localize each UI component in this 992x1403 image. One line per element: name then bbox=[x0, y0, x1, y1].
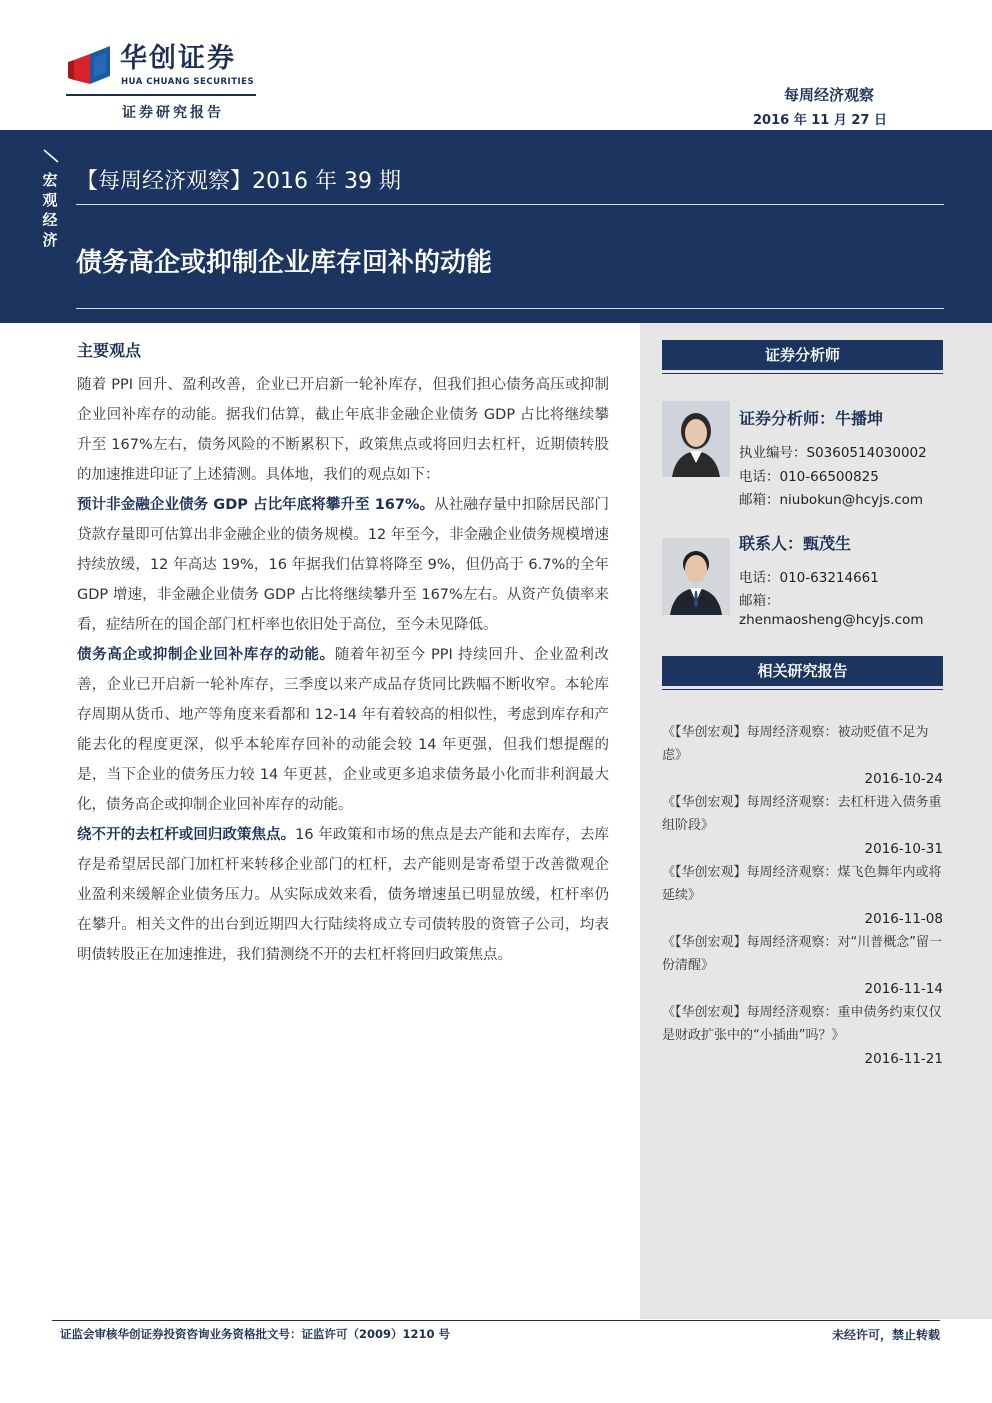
report-type-label: 证券研究报告 bbox=[122, 105, 224, 121]
related-report-title[interactable]: 《【华创宏观】每周经济观察：煤飞色舞年内或将延续》 bbox=[662, 865, 942, 903]
report-date: 2016 年 11 月 27 日 bbox=[753, 113, 887, 128]
related-report-title[interactable]: 《【华创宏观】每周经济观察：被动贬值不足为虑》 bbox=[662, 725, 929, 763]
series-name: 每周经济观察 bbox=[783, 86, 874, 104]
banner-divider bbox=[76, 308, 944, 309]
related-report-date: 2016-11-14 bbox=[864, 981, 943, 997]
related-report-date: 2016-11-08 bbox=[864, 911, 943, 927]
point-text: 16 年政策和市场的焦点是去产能和去库存，去库存是希望居民部门加杠杆来转移企业部门的杠杆，去产能则是寄希望于改善微观企业盈利来缓解企业债务压力。从实际成效来看，债务增速虽已明显放缓，杠杆率仍在攀升。相关文件的出台到近期四大行陆续将成立专司债转股的资管子公司，均表明债转股正在加速推进，我们猜测绕不开的去杠杆将回归政策焦点。 bbox=[77, 827, 610, 963]
footer-copyright: 未经许可，禁止转载 bbox=[831, 1328, 940, 1342]
point-paragraph bbox=[77, 820, 609, 970]
related-report-title[interactable]: 《【华创宏观】每周经济观察：去杠杆进入债务重组阶段》 bbox=[662, 795, 942, 833]
footer-divider bbox=[52, 1320, 940, 1321]
logo-english-name: HUA CHUANG SECURITIES bbox=[121, 77, 255, 87]
analyst-email[interactable]: 邮箱：niubokun@hcyjs.com bbox=[739, 492, 924, 508]
related-report-date: 2016-10-31 bbox=[864, 841, 943, 857]
point-paragraph bbox=[77, 490, 609, 640]
slash-icon bbox=[42, 148, 60, 162]
related-report-date: 2016-11-21 bbox=[864, 1051, 943, 1067]
contact-email-label: 邮箱： bbox=[739, 593, 780, 609]
analyst-license: 执业编号：S0360514030002 bbox=[739, 445, 927, 461]
analyst-phone: 电话：010-66500825 bbox=[739, 469, 879, 485]
point-lead: 绕不开的去杠杆或回归政策焦点。 bbox=[77, 827, 296, 843]
contact-phone: 电话：010-63214661 bbox=[739, 570, 879, 586]
related-report-title[interactable]: 《【华创宏观】每周经济观察：对“川普概念”留一份清醒》 bbox=[662, 935, 942, 973]
footer-license-note: 证监会审核华创证券投资咨询业务资格批文号：证监许可（2009）1210 号 bbox=[60, 1327, 451, 1341]
contact-name: 联系人：甄茂生 bbox=[739, 534, 852, 553]
section-underline bbox=[662, 373, 943, 374]
sector-tag: 宏观经济 bbox=[42, 171, 58, 249]
logo-divider bbox=[66, 94, 256, 96]
issue-title: 【每周经济观察】2016 年 39 期 bbox=[76, 169, 401, 194]
contact-email[interactable]: zhenmaosheng@hcyjs.com bbox=[739, 612, 924, 628]
banner-divider bbox=[76, 204, 944, 205]
key-points-body bbox=[77, 370, 609, 970]
related-report-date: 2016-10-24 bbox=[864, 771, 943, 787]
report-title: 债务高企或抑制企业库存回补的动能 bbox=[76, 248, 493, 278]
contact-photo bbox=[662, 538, 730, 615]
point-lead: 债务高企或抑制企业回补库存的动能。 bbox=[77, 647, 335, 663]
related-report-title[interactable]: 《【华创宏观】每周经济观察：重申债务约束仅仅是财政扩张中的“小插曲”吗？》 bbox=[662, 1005, 942, 1043]
analyst-name: 证券分析师：牛播坤 bbox=[739, 409, 884, 428]
company-logo-icon bbox=[68, 44, 114, 86]
point-paragraph bbox=[77, 640, 609, 820]
point-lead: 预计非金融企业债务 GDP 占比年底将攀升至 167%。 bbox=[77, 497, 435, 513]
analyst-section-heading: 证券分析师 bbox=[662, 340, 943, 370]
section-underline bbox=[662, 689, 943, 690]
point-text: 从社融存量中扣除居民部门贷款存量即可估算出非金融企业的债务规模。12 年至今，非金融企业债务规模增速持续放缓，12 年高达 19%，16 年据我们估算将降至 9%，但仍高于 6.7%的全年 GDP 增速，非金融企业债务 GDP 占比将继续攀升至 167%左右。从资产负债率来看，症结所在的国企部门杠杆率也依旧处于高位，至今未见降低。 bbox=[77, 497, 609, 633]
key-points-heading: 主要观点 bbox=[77, 341, 142, 360]
point-text: 随着年初至今 PPI 持续回升、企业盈利改善，企业已开启新一轮补库存，三季度以来产成品存货同比跌幅不断收窄。本轮库存周期从货币、地产等角度来看都和 12-14 年有着较高的相似性，考虑到库存和产能去化的程度更深，似乎本轮库存回补的动能会较 14 年更强，但我们想提醒的是，当下企业的债务压力较 14 年更甚，企业或更多追求债务最小化而非利润最大化，债务高企或抑制企业回补库存的动能。 bbox=[77, 647, 610, 813]
intro-paragraph: 随着 PPI 回升、盈利改善，企业已开启新一轮补库存，但我们担心债务高压或抑制企业回补库存的动能。据我们估算，截止年底非金融企业债务 GDP 占比将继续攀升至 167%左右，债务风险的不断累积下，政策焦点或将回归去杠杆，近期债转股的加速推进印证了上述猜测。具体地，我们的观点如下： bbox=[77, 377, 609, 483]
title-banner bbox=[0, 130, 992, 323]
analyst-photo bbox=[662, 401, 730, 477]
related-reports-heading: 相关研究报告 bbox=[662, 656, 943, 686]
logo-chinese-name: 华创证券 bbox=[120, 43, 236, 74]
